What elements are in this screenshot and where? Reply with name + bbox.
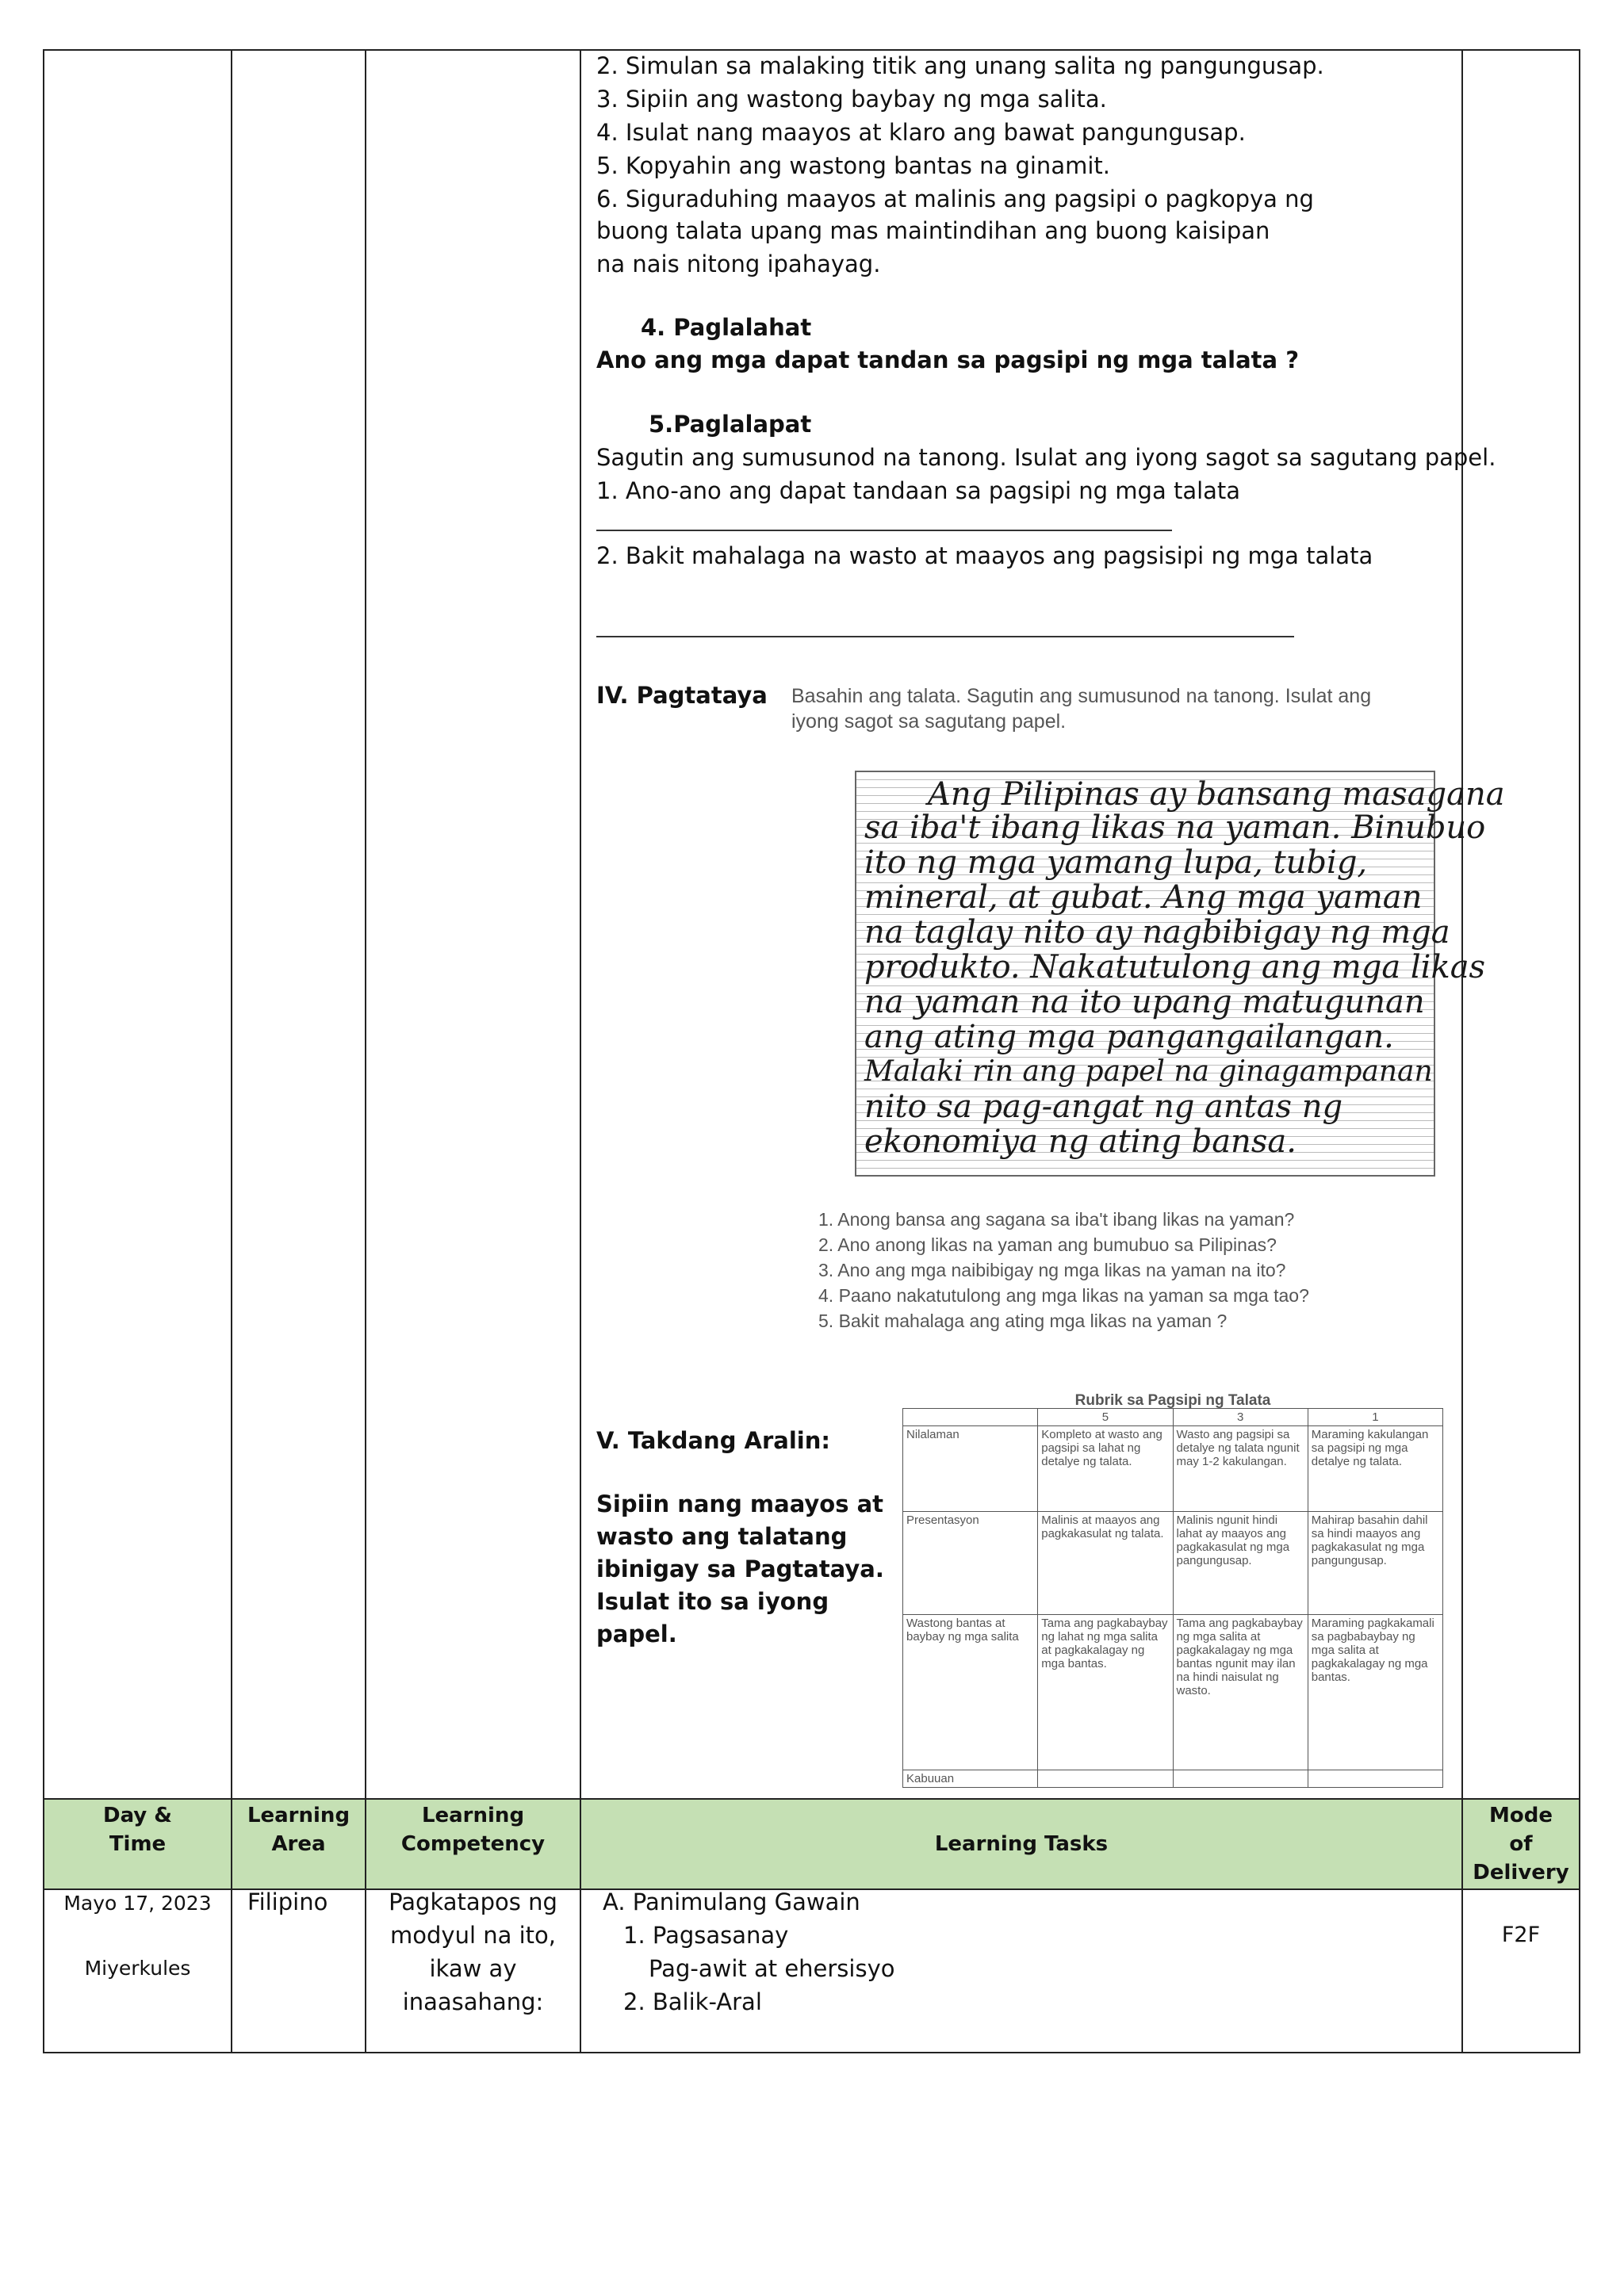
instruction-line: Basahin ang talata. Sagutin ang sumusunod na tanong. Isulat ang xyxy=(791,685,1372,707)
header-learning-tasks: Learning Tasks xyxy=(934,1832,1109,1856)
header-mode-of-delivery xyxy=(1463,1800,1579,1888)
handwriting-line: nito sa pag-angat ng antas ng xyxy=(864,1089,1343,1125)
step-line: 6. Siguraduhing maayos at malinis ang pagsipi o pagkopya ng xyxy=(596,186,1314,212)
handwriting-line: ekonomiya ng ating bansa. xyxy=(864,1123,1297,1160)
header-learning-competency xyxy=(366,1800,580,1860)
question-item: 3. Ano ang mga naibibigay ng mga likas na yaman na ito? xyxy=(818,1260,1286,1280)
rubric-cell xyxy=(1038,1770,1173,1788)
question-item: 4. Paano nakatutulong ang mga likas na yaman sa mga tao? xyxy=(818,1285,1309,1306)
question-item: 1. Anong bansa ang sagana sa iba't ibang likas na yaman? xyxy=(818,1209,1295,1230)
col-divider-3 xyxy=(580,49,581,2053)
answer-line-2 xyxy=(596,636,1294,637)
step-line: 3. Sipiin ang wastong baybay ng mga salita. xyxy=(596,86,1107,113)
rubric-cell: Maraming kakulangan sa pagsipi ng mga detalye ng talata. xyxy=(1308,1426,1442,1512)
task-line: A. Panimulang Gawain xyxy=(603,1888,860,1915)
task-line: Pag-awit at ehersisyo xyxy=(649,1955,895,1982)
rubric-score-3: 3 xyxy=(1173,1409,1308,1426)
paglalahat-title: 4. Paglalahat xyxy=(641,314,812,341)
rubric-total-row xyxy=(903,1770,1443,1788)
header-line: Delivery xyxy=(1473,1861,1569,1885)
header-line: Learning xyxy=(421,1804,525,1827)
takdang-aralin-line: ibinigay sa Pagtataya. xyxy=(596,1556,884,1582)
paglalahat-question: Ano ang mga dapat tandan sa pagsipi ng mga talata ? xyxy=(596,346,1300,373)
step-line: 5. Kopyahin ang wastong bantas na ginamit. xyxy=(596,152,1110,179)
rubric-row xyxy=(903,1512,1443,1615)
instruction-line: iyong sagot sa sagutang papel. xyxy=(791,710,1067,733)
step-line: 2. Simulan sa malaking titik ang unang salita ng pangungusap. xyxy=(596,52,1324,79)
takdang-aralin-line: papel. xyxy=(596,1621,677,1647)
competency-line: inaasahang: xyxy=(402,1988,544,2015)
rubric-score-1: 1 xyxy=(1308,1409,1442,1426)
takdang-aralin-title: V. Takdang Aralin: xyxy=(596,1427,830,1454)
paglalapat-question-2: 2. Bakit mahalaga na wasto at maayos ang pagsisipi ng mga talata xyxy=(596,542,1373,569)
rubric-criterion: Nilalaman xyxy=(903,1426,1038,1512)
paglalapat-title: 5.Paglalapat xyxy=(649,411,812,438)
pagtataya-questions xyxy=(818,1207,1309,1334)
takdang-aralin-line: Isulat ito sa iyong xyxy=(596,1588,829,1615)
rubric-cell xyxy=(1173,1770,1308,1788)
handwriting-line: ang ating mga pangangailangan. xyxy=(864,1019,1394,1055)
rubric-row xyxy=(903,1426,1443,1512)
pagtataya-instruction xyxy=(791,683,1371,734)
col-divider-4 xyxy=(1461,49,1463,2053)
handwriting-sample xyxy=(855,771,1505,1177)
table-border-bottom xyxy=(43,2052,1580,2053)
question-item: 2. Ano anong likas na yaman ang bumubuo sa Pilipinas? xyxy=(818,1234,1277,1255)
rubric-cell: Malinis at maayos ang pagkakasulat ng talata. xyxy=(1038,1512,1173,1615)
rubric-cell: Mahirap basahin dahil sa hindi maayos ang pagkakasulat ng mga pangungusap. xyxy=(1308,1512,1442,1615)
header-line: Area xyxy=(271,1832,326,1856)
rubric-criterion: Wastong bantas at baybay ng mga salita xyxy=(903,1615,1038,1770)
task-line: 1. Pagsasanay xyxy=(623,1922,789,1949)
rubric-criterion: Presentasyon xyxy=(903,1512,1038,1615)
rubric-title: Rubrik sa Pagsipi ng Talata xyxy=(1074,1392,1271,1409)
competency-line: Pagkatapos ng xyxy=(389,1888,557,1915)
rubric-score-row xyxy=(903,1409,1443,1426)
header-learning-area xyxy=(232,1800,365,1860)
rubric-cell: Maraming pagkakamali sa pagbabaybay ng mga salita at pagkakalagay ng mga bantas. xyxy=(1308,1615,1442,1770)
rubric-total-label: Kabuuan xyxy=(903,1770,1038,1788)
step-line: na nais nitong ipahayag. xyxy=(596,251,881,277)
table-border-right xyxy=(1579,49,1580,2053)
row-mode: F2F xyxy=(1501,1923,1541,1947)
handwriting-line: na taglay nito ay nagbibigay ng mga xyxy=(864,914,1450,951)
header-line: Time xyxy=(109,1832,167,1856)
header-line: Mode xyxy=(1489,1804,1553,1827)
handwriting-line: Ang Pilipinas ay bansang masagana xyxy=(928,776,1505,813)
handwriting-line: na yaman na ito upang matugunan xyxy=(864,984,1425,1020)
col-divider-1 xyxy=(231,49,232,2053)
paglalapat-question-1: 1. Ano-ano ang dapat tandaan sa pagsipi ng mga talata xyxy=(596,477,1241,504)
paglalapat-instruction: Sagutin ang sumusunod na tanong. Isulat ang iyong sagot sa sagutang papel. xyxy=(596,444,1496,471)
takdang-aralin-line: Sipiin nang maayos at xyxy=(596,1490,884,1517)
handwriting-line: produkto. Nakatutulong ang mga likas xyxy=(864,949,1486,985)
rubric-cell: Tama ang pagkabaybay ng lahat ng mga salita at pagkakalagay ng mga bantas. xyxy=(1038,1615,1173,1770)
rubric-corner-cell xyxy=(903,1409,1038,1426)
header-line: Learning xyxy=(247,1804,350,1827)
step-line: 4. Isulat nang maayos at klaro ang bawat pangungusap. xyxy=(596,119,1246,146)
row-date: Mayo 17, 2023 xyxy=(63,1892,212,1915)
handwriting-line: ito ng mga yamang lupa, tubig, xyxy=(864,844,1368,881)
takdang-aralin-line: wasto ang talatang xyxy=(596,1523,848,1550)
col-divider-2 xyxy=(365,49,366,2053)
header-line: Day & xyxy=(102,1804,172,1827)
competency-line: modyul na ito, xyxy=(390,1922,556,1949)
answer-line-1 xyxy=(596,530,1172,531)
rubric-cell: Wasto ang pagsipi sa detalye ng talata ngunit may 1-2 kakulangan. xyxy=(1173,1426,1308,1512)
rubric-table xyxy=(902,1408,1443,1788)
step-line: buong talata upang mas maintindihan ang buong kaisipan xyxy=(596,217,1270,244)
header-day-time xyxy=(44,1800,231,1860)
rubric-cell xyxy=(1308,1770,1442,1788)
handwriting-line: mineral, at gubat. Ang mga yaman xyxy=(864,879,1423,916)
pagtataya-title: IV. Pagtataya xyxy=(596,682,768,709)
handwriting-line: Malaki rin ang papel na ginagampanan xyxy=(864,1055,1433,1088)
rubric-row xyxy=(903,1615,1443,1770)
header-line: of xyxy=(1509,1832,1533,1856)
rubric-cell: Malinis ngunit hindi lahat ay maayos ang pagkakasulat ng mga pangungusap. xyxy=(1173,1512,1308,1615)
competency-line: ikaw ay xyxy=(429,1955,517,1982)
row-learning-area: Filipino xyxy=(247,1888,328,1915)
handwriting-line: sa iba't ibang likas na yaman. Binubuo xyxy=(864,809,1486,846)
rubric-cell: Tama ang pagkabaybay ng mga salita at pagkakalagay ng mga bantas ngunit may ilan na hindi naisulat ng wasto. xyxy=(1173,1615,1308,1770)
rubric-score-5: 5 xyxy=(1038,1409,1173,1426)
task-line: 2. Balik-Aral xyxy=(623,1988,762,2015)
header-line: Competency xyxy=(400,1832,546,1856)
question-item: 5. Bakit mahalaga ang ating mga likas na yaman ? xyxy=(818,1311,1228,1331)
rubric-cell: Kompleto at wasto ang pagsipi sa lahat ng detalye ng talata. xyxy=(1038,1426,1173,1512)
table-border-left xyxy=(43,49,44,2053)
row-day: Miyerkules xyxy=(84,1957,191,1980)
